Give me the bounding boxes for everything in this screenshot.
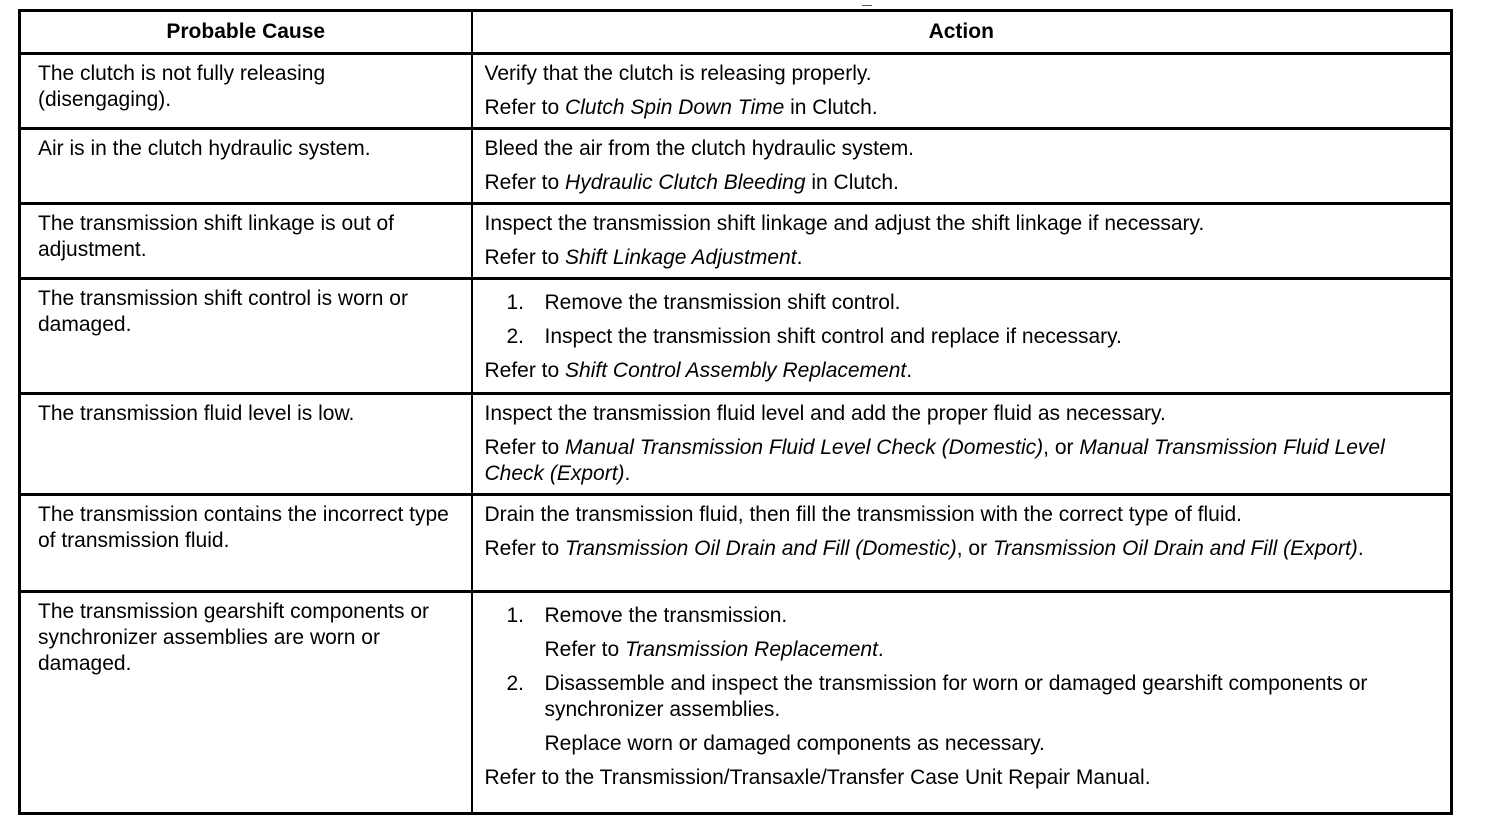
action-text: Inspect the transmission fluid level and add the proper fluid as necessary. <box>484 402 1166 425</box>
table-row <box>20 129 1452 204</box>
reference-title-alt: Manual Transmission Fluid Level Check (Export) <box>484 436 1385 485</box>
table-row <box>20 495 1452 592</box>
action-text: Drain the transmission fluid, then fill the transmission with the correct type of fluid. <box>484 503 1242 526</box>
diagnostic-table-page <box>18 9 1450 815</box>
reference-text: Refer to Manual Transmission Fluid Level Check (Domestic), or Manual Transmission Fluid Level Check (Export). <box>484 436 1385 485</box>
cause-cell: The transmission contains the incorrect type of transmission fluid. <box>20 495 472 592</box>
reference-text: Refer to Hydraulic Clutch Bleeding in Clutch. <box>484 171 899 194</box>
action-cell <box>472 54 1452 129</box>
reference-text: Refer to Shift Control Assembly Replacement. <box>484 359 913 382</box>
action-text: Bleed the air from the clutch hydraulic system. <box>484 137 915 160</box>
table-header-row <box>20 11 1452 54</box>
table-row <box>20 279 1452 394</box>
action-cell <box>472 279 1452 394</box>
reference-text: Refer to Shift Linkage Adjustment. <box>484 246 803 269</box>
action-text: Verify that the clutch is releasing properly. <box>484 62 872 85</box>
cause-cell: The transmission shift linkage is out of adjustment. <box>20 204 472 279</box>
reference-title: Shift Control Assembly Replacement <box>565 359 907 382</box>
reference-title: Hydraulic Clutch Bleeding <box>565 171 806 194</box>
reference-title: Transmission Replacement <box>625 638 878 661</box>
reference-title: Manual Transmission Fluid Level Check (Domestic) <box>565 436 1044 459</box>
step-item: 1. Remove the transmission shift control. <box>506 291 901 314</box>
cause-cell: The transmission fluid level is low. <box>20 394 472 495</box>
action-cell <box>472 592 1452 814</box>
reference-title: Transmission Oil Drain and Fill (Domestic) <box>565 537 957 560</box>
table-row <box>20 592 1452 814</box>
reference-title: Clutch Spin Down Time <box>565 96 785 119</box>
step-note: Replace worn or damaged components as necessary. <box>544 732 1045 755</box>
reference-text: Refer to the Transmission/Transaxle/Transfer Case Unit Repair Manual. <box>484 766 1151 789</box>
reference-text: Refer to Clutch Spin Down Time in Clutch. <box>484 96 878 119</box>
header-probable-cause: Probable Cause <box>20 11 472 54</box>
cause-cell: The transmission shift control is worn or damaged. <box>20 279 472 394</box>
step-reference: Refer to Transmission Replacement. <box>544 638 884 661</box>
action-cell <box>472 495 1452 592</box>
cause-cell: Air is in the clutch hydraulic system. <box>20 129 472 204</box>
action-cell <box>472 394 1452 495</box>
action-cell <box>472 204 1452 279</box>
action-text: Inspect the transmission shift linkage and adjust the shift linkage if necessary. <box>484 212 1205 235</box>
cause-cell: The clutch is not fully releasing (disengaging). <box>20 54 472 129</box>
table-row <box>20 54 1452 129</box>
table-row <box>20 394 1452 495</box>
diagnostic-table <box>18 9 1453 815</box>
step-item: 1. Remove the transmission. Refer to Transmission Replacement. <box>485 603 1439 663</box>
reference-text: Refer to Transmission Oil Drain and Fill (Domestic), or Transmission Oil Drain and Fill (Export). <box>484 537 1364 560</box>
step-item: 2. Inspect the transmission shift control and replace if necessary. <box>506 325 1122 348</box>
step-list <box>485 290 1439 350</box>
table-row <box>20 204 1452 279</box>
reference-title-alt: Transmission Oil Drain and Fill (Export) <box>992 537 1358 560</box>
step-item: 2. Disassemble and inspect the transmission for worn or damaged gearshift components or synchronizer assemblies. Replace worn or damaged components as necessary. <box>485 671 1439 757</box>
action-cell <box>472 129 1452 204</box>
reference-title: Shift Linkage Adjustment <box>565 246 797 269</box>
header-action: Action <box>472 11 1452 54</box>
cause-cell: The transmission gearshift components or synchronizer assemblies are worn or damaged. <box>20 592 472 814</box>
step-list <box>485 603 1439 757</box>
scan-mark <box>862 5 872 6</box>
